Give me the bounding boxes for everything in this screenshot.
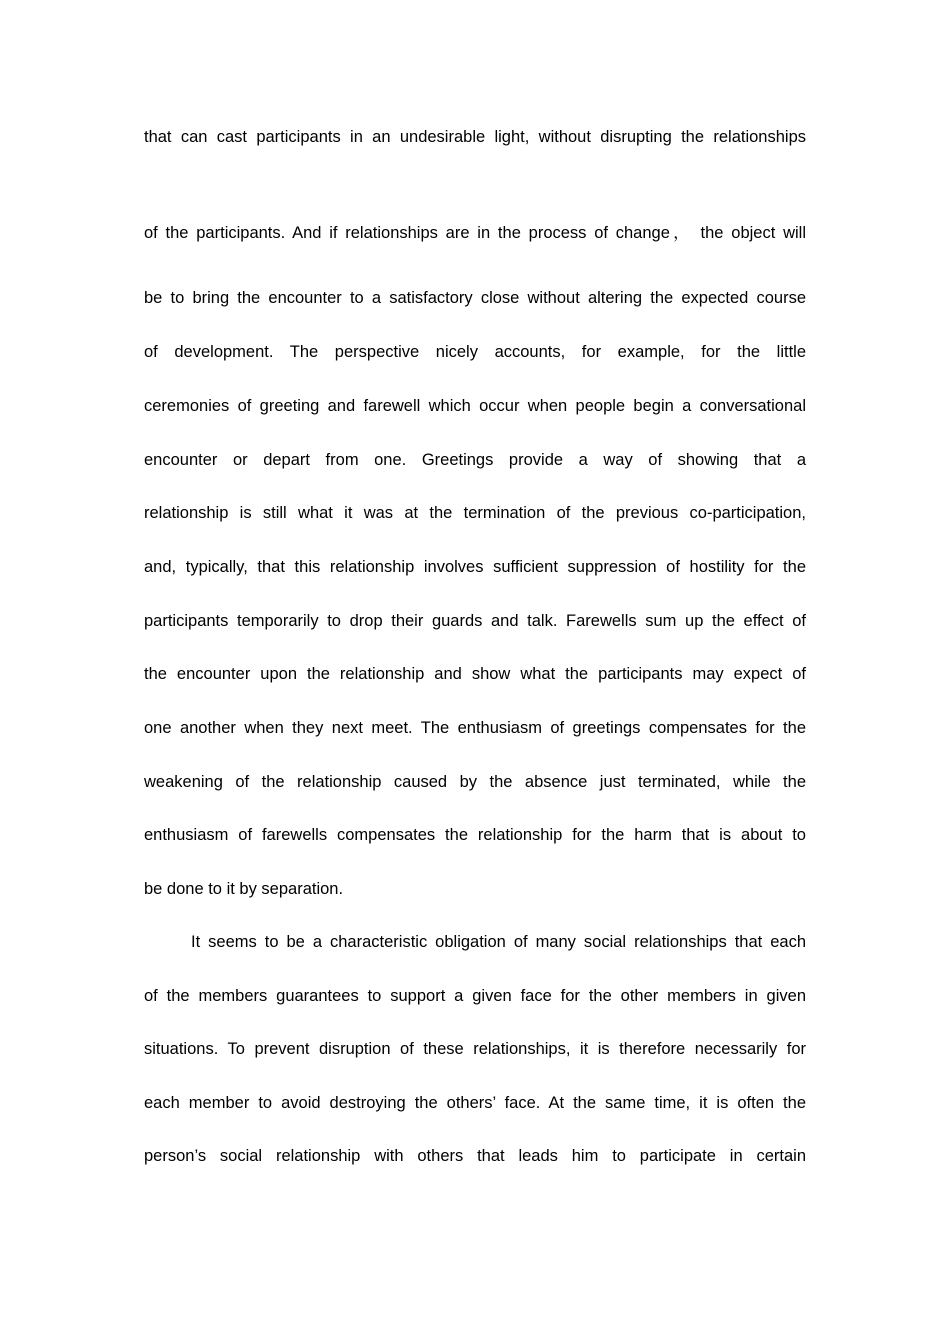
text-line: enthusiasm of farewells compensates the relationship for the harm that is about to — [144, 826, 806, 844]
text-line: of development. The perspective nicely accounts, for example, for the little — [144, 343, 806, 361]
text-line: of the participants. And if relationships are in the process of change， the object will — [144, 224, 806, 242]
text-line: of the members guarantees to support a given face for the other members in given — [144, 987, 806, 1005]
text-line: the encounter upon the relationship and show what the participants may expect of — [144, 665, 806, 683]
text-line: weakening of the relationship caused by the absence just terminated, while the — [144, 773, 806, 791]
text-line: that can cast participants in an undesirable light, without disrupting the relationships — [144, 128, 806, 146]
text-line: person’s social relationship with others that leads him to participate in certain — [144, 1147, 806, 1165]
paragraph-last-line: be done to it by separation. — [144, 880, 344, 898]
text-line: encounter or depart from one. Greetings provide a way of showing that a — [144, 451, 806, 469]
text-line: be to bring the encounter to a satisfactory close without altering the expected course — [144, 289, 806, 307]
text-line: ceremonies of greeting and farewell which occur when people begin a conversational — [144, 397, 806, 415]
text-line: each member to avoid destroying the others’ face. At the same time, it is often the — [144, 1094, 806, 1112]
paragraph-first-line: It seems to be a characteristic obligation of many social relationships that each — [191, 933, 806, 951]
text-line: one another when they next meet. The enthusiasm of greetings compensates for the — [144, 719, 806, 737]
text-line: situations. To prevent disruption of these relationships, it is therefore necessarily for — [144, 1040, 806, 1058]
text-line: participants temporarily to drop their guards and talk. Farewells sum up the effect of — [144, 612, 806, 630]
text-line: and, typically, that this relationship involves sufficient suppression of hostility for the — [144, 558, 806, 576]
text-line: relationship is still what it was at the termination of the previous co-participation, — [144, 504, 806, 522]
